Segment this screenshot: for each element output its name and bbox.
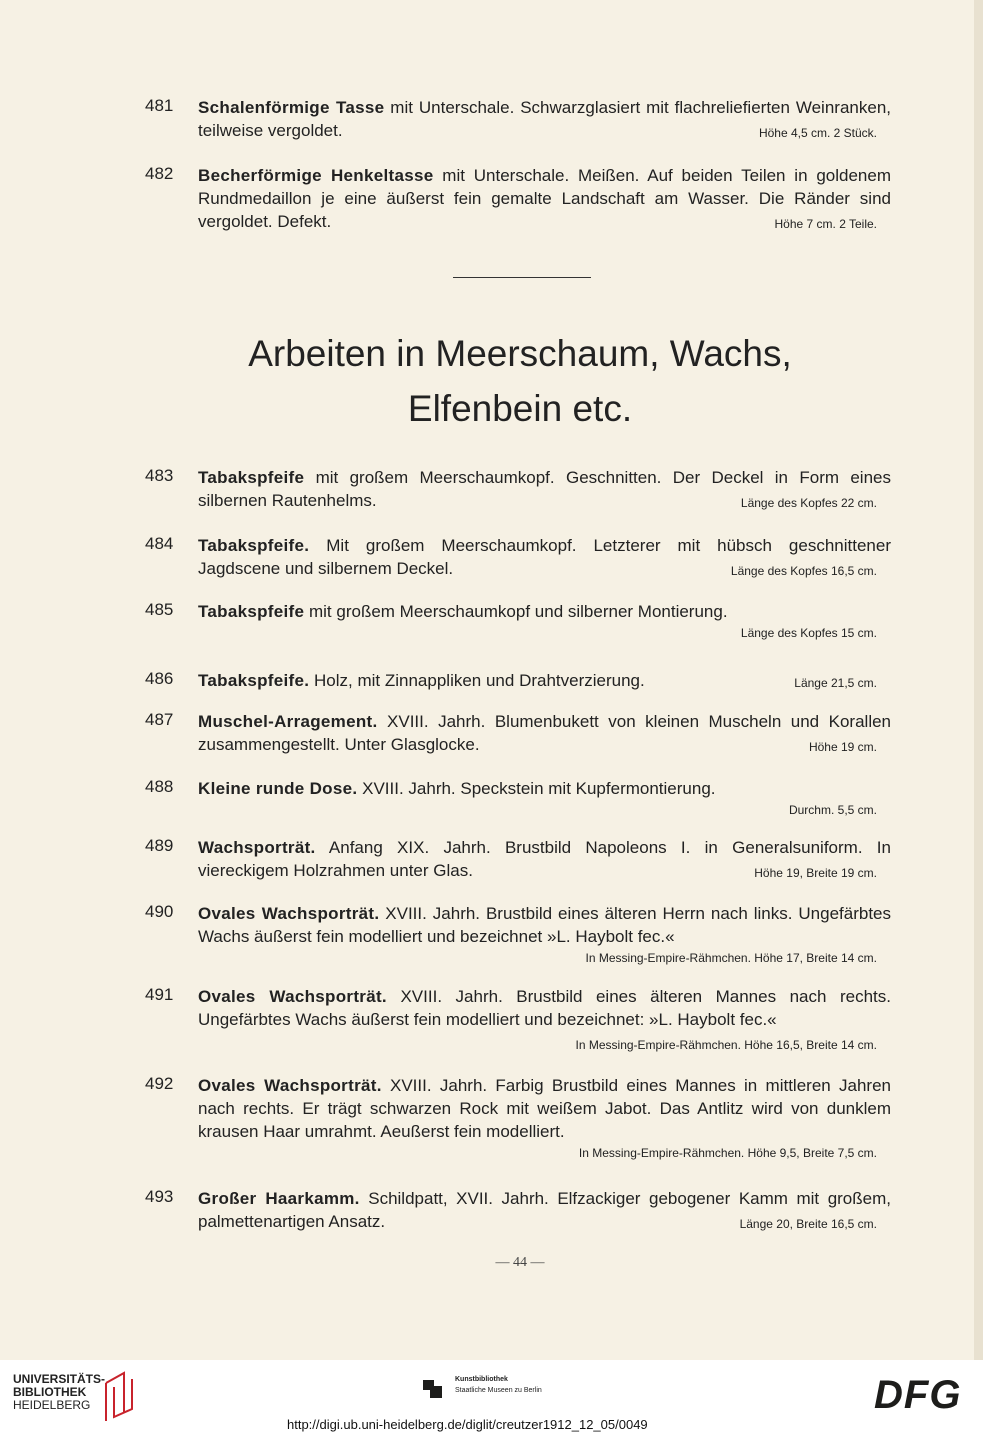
entry-title: Wachsporträt.: [198, 838, 316, 857]
catalog-entry-492: [145, 1074, 891, 1163]
entry-title: Tabakspfeife: [198, 468, 305, 487]
kunstbibliothek-logo-icon: [420, 1374, 448, 1402]
entry-text: XVIII. Jahrh. Speckstein mit Kupfermontierung.: [357, 779, 716, 798]
section-divider: [453, 277, 591, 278]
entry-text: mit großem Meerschaumkopf und silberner Montierung.: [304, 602, 728, 621]
page-edge: [974, 0, 983, 1360]
entry-number: 488: [145, 777, 174, 796]
entry-number: 489: [145, 836, 174, 855]
kb-line2: Staatliche Museen zu Berlin: [455, 1387, 542, 1394]
entry-text: XVIII. Jahrh. Brustbild eines älteren Mannes nach rechts. Ungefärbtes Wachs äußerst fein modelliert und bezeichnet: »L. Haybolt fec.«: [198, 987, 891, 1029]
ub-logo-line2: BIBLIOTHEK: [13, 1385, 87, 1399]
entry-number: 484: [145, 534, 174, 553]
section-heading-line2: Elfenbein etc.: [407, 388, 633, 429]
catalog-entry-487: [145, 710, 891, 759]
entry-title: Muschel-Arragement.: [198, 712, 378, 731]
entry-text: XVIII. Jahrh. Farbig Brustbild eines Mannes in mittleren Jahren nach rechts. Er trägt schwarzen Rock mit weißem Jabot. Das Antlitz wird von dunklem krausen Haar umrahmt. Aeußerst fein modelliert.: [198, 1076, 891, 1141]
kb-line1: Kunstbibliothek: [455, 1376, 508, 1383]
entry-title: Ovales Wachsporträt.: [198, 904, 380, 923]
entry-measure: Länge 20, Breite 16,5 cm.: [739, 1217, 877, 1231]
ub-logo-line3: HEIDELBERG: [13, 1398, 91, 1412]
catalog-entry-484: [145, 534, 891, 583]
catalog-entry-481: [145, 96, 891, 145]
entry-text: mit Unterschale. Meißen. Auf beiden Teilen in goldenem Rundmedaillon je eine äußerst fein gemalte Landschaft am Wasser. Die Ränder sind vergoldet. Defekt.: [198, 166, 891, 231]
catalog-entry-490: [145, 902, 891, 968]
entry-measure: Höhe 19, Breite 19 cm.: [754, 866, 877, 880]
entry-measure: Höhe 7 cm. 2 Teile.: [774, 217, 877, 231]
entry-text: Holz, mit Zinnappliken und Drahtverzierung.: [309, 671, 645, 690]
entry-title: Großer Haarkamm.: [198, 1189, 360, 1208]
catalog-entry-488: [145, 777, 891, 820]
entry-number: 483: [145, 466, 174, 485]
entry-number: 485: [145, 600, 174, 619]
entry-title: Ovales Wachsporträt.: [198, 1076, 382, 1095]
entry-title: Tabakspfeife.: [198, 536, 310, 555]
entry-title: Ovales Wachsporträt.: [198, 987, 387, 1006]
entry-title: Kleine runde Dose.: [198, 779, 358, 798]
entry-title: Tabakspfeife.: [198, 671, 310, 690]
catalog-entry-493: [145, 1187, 891, 1236]
entry-text: Mit großem Meerschaumkopf. Letzterer mit hübsch geschnittener Jagdscene und silbernem Deckel.: [198, 536, 891, 578]
catalog-entry-486: [145, 669, 891, 695]
entry-text: XVIII. Jahrh. Blumenbukett von kleinen Muscheln und Korallen zusammengestellt. Unter Glasglocke.: [198, 712, 891, 754]
entry-measure: Länge des Kopfes 16,5 cm.: [730, 564, 877, 578]
entry-number: 492: [145, 1074, 174, 1093]
catalog-entry-483: [145, 466, 891, 515]
catalog-entry-491: [145, 985, 891, 1057]
page-number: — 44 —: [495, 1255, 545, 1270]
entry-text: mit Unterschale. Schwarzglasiert mit flachreliefierten Weinranken, teilweise vergoldet.: [198, 98, 891, 140]
entry-measure: Länge des Kopfes 22 cm.: [740, 496, 877, 510]
entry-number: 487: [145, 710, 174, 729]
entry-number: 491: [145, 985, 174, 1004]
entry-measure: Durchm. 5,5 cm.: [788, 803, 877, 817]
section-heading-line1: Arbeiten in Meerschaum, Wachs,: [248, 333, 792, 374]
ub-logo-line1: UNIVERSITÄTS-: [13, 1372, 106, 1386]
entry-text: Anfang XIX. Jahrh. Brustbild Napoleons I. in Generalsuniform. In viereckigem Holzrahmen unter Glas.: [198, 838, 891, 880]
ub-emblem-icon: [102, 1369, 138, 1423]
entry-measure: In Messing-Empire-Rähmchen. Höhe 16,5, Breite 14 cm.: [575, 1038, 877, 1052]
catalog-entry-482: [145, 164, 891, 236]
entry-number: 493: [145, 1187, 174, 1206]
catalog-entry-489: [145, 836, 891, 885]
entry-measure: Länge des Kopfes 15 cm.: [740, 626, 877, 640]
dfg-logo[interactable]: DFG: [874, 1373, 962, 1417]
entry-text: XVIII. Jahrh. Brustbild eines älteren Herrn nach links. Ungefärbtes Wachs äußerst fein modelliert und bezeichnet »L. Haybolt fec.«: [198, 904, 891, 946]
entry-measure: Länge 21,5 cm.: [794, 676, 877, 690]
kunstbibliothek-text[interactable]: [455, 1374, 542, 1396]
entry-text: Schildpatt, XVII. Jahrh. Elfzackiger gebogener Kamm mit großem, palmettenartigen Ansatz.: [198, 1189, 891, 1231]
footer-bar: [0, 1360, 983, 1433]
entry-text: mit großem Meerschaumkopf. Geschnitten. Der Deckel in Form eines silbernen Rautenhelms.: [198, 468, 891, 510]
entry-number: 486: [145, 669, 174, 688]
ub-heidelberg-logo[interactable]: [13, 1373, 105, 1412]
entry-title: Schalenförmige Tasse: [198, 98, 385, 117]
entry-measure: Höhe 4,5 cm. 2 Stück.: [758, 126, 877, 140]
permalink-url[interactable]: http://digi.ub.uni-heidelberg.de/diglit/creutzer1912_12_05/0049: [287, 1417, 648, 1432]
entry-number: 481: [145, 96, 174, 115]
entry-number: 482: [145, 164, 174, 183]
entry-title: Tabakspfeife: [198, 602, 305, 621]
entry-measure: In Messing-Empire-Rähmchen. Höhe 17, Breite 14 cm.: [585, 951, 877, 965]
catalog-entry-485: [145, 600, 891, 643]
entry-measure: In Messing-Empire-Rähmchen. Höhe 9,5, Breite 7,5 cm.: [578, 1146, 877, 1160]
entry-number: 490: [145, 902, 174, 921]
entry-measure: Höhe 19 cm.: [808, 740, 877, 754]
entry-title: Becherförmige Henkeltasse: [198, 166, 434, 185]
